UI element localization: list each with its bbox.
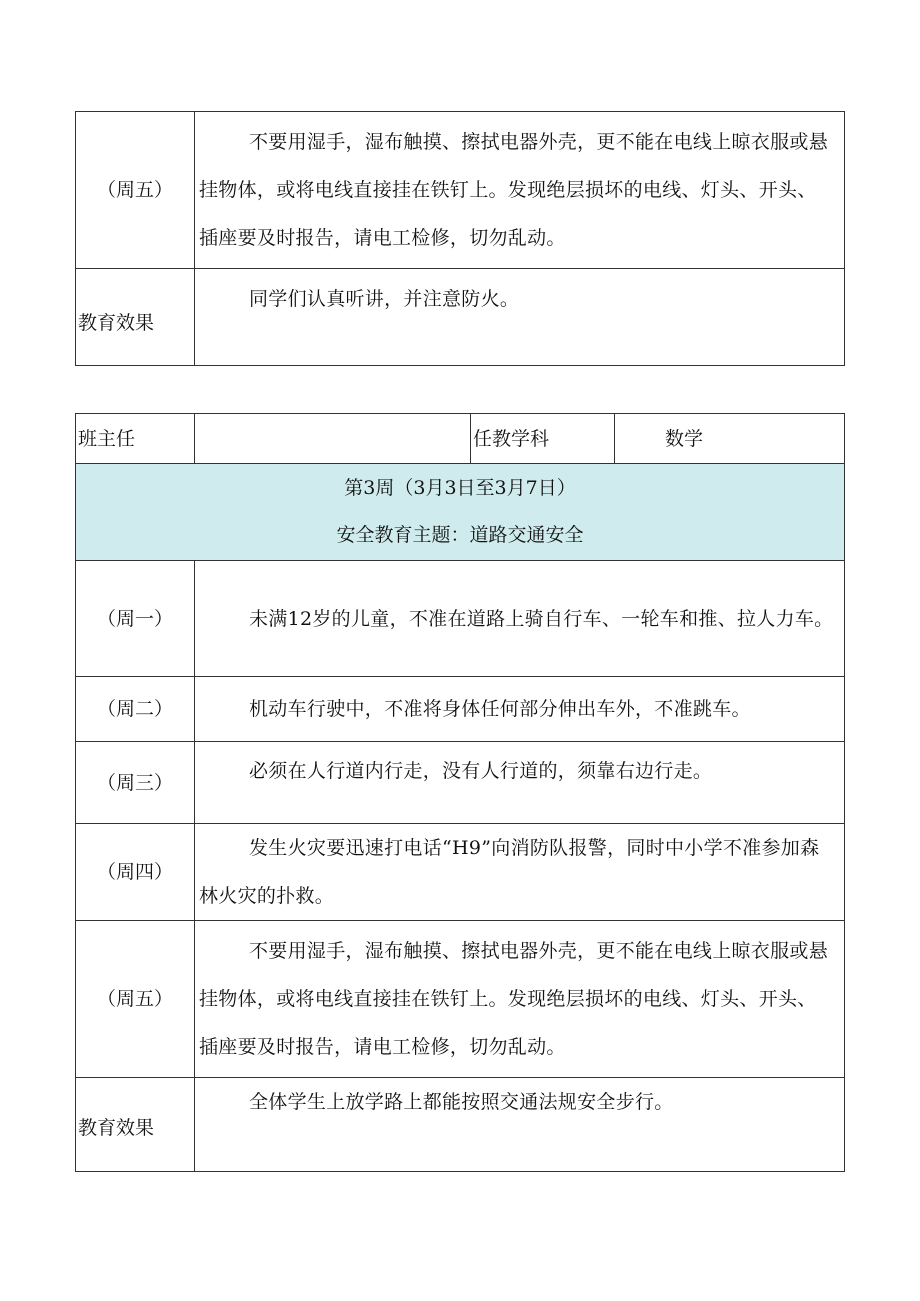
- table-row: [76, 921, 845, 1078]
- day-cell-fri: （周五）: [76, 921, 195, 1078]
- week-date-range: 第3周（3月3日至3月7日）: [344, 477, 576, 499]
- day-cell-mon: （周一）: [76, 561, 195, 677]
- table-row: [76, 112, 845, 269]
- day-cell-thu: （周四）: [76, 824, 195, 921]
- subject-label: 任教学科: [471, 414, 615, 464]
- safety-table-week-3: [75, 413, 845, 1172]
- effect-label: 教育效果: [76, 1078, 195, 1172]
- effect-label: 教育效果: [76, 269, 195, 366]
- table-row: [76, 269, 845, 366]
- table-row: [76, 414, 845, 464]
- table-row: [76, 464, 845, 561]
- content-cell-thu: 发生火灾要迅速打电话“H9”向消防队报警，同时中小学不准参加森林火灾的扑救。: [195, 824, 845, 921]
- content-cell-fri: 不要用湿手，湿布触摸、擦拭电器外壳，更不能在电线上晾衣服或悬挂物体，或将电线直接挂在铁钉上。发现绝层损坏的电线、灯头、开头、插座要及时报告，请电工检修，切勿乱动。: [195, 921, 845, 1078]
- effect-text: 同学们认真听讲，并注意防火。: [195, 269, 845, 366]
- effect-text: 全体学生上放学路上都能按照交通法规安全步行。: [195, 1078, 845, 1172]
- day-cell-wed: （周三）: [76, 742, 195, 824]
- safety-table-previous-week: [75, 111, 845, 366]
- content-cell-tue: 机动车行驶中，不准将身体任何部分伸出车外，不准跳车。: [195, 677, 845, 742]
- teacher-value: [195, 414, 471, 464]
- teacher-label: 班主任: [76, 414, 195, 464]
- day-cell-fri: （周五）: [76, 112, 195, 269]
- safety-theme: 安全教育主题：道路交通安全: [336, 524, 584, 546]
- subject-value: 数学: [615, 414, 845, 464]
- table-row: [76, 1078, 845, 1172]
- week-header: [76, 464, 845, 561]
- content-cell-wed: 必须在人行道内行走，没有人行道的，须靠右边行走。: [195, 742, 845, 824]
- table-row: [76, 561, 845, 677]
- day-cell-tue: （周二）: [76, 677, 195, 742]
- table-row: [76, 824, 845, 921]
- content-cell-fri: 不要用湿手，湿布触摸、擦拭电器外壳，更不能在电线上晾衣服或悬挂物体，或将电线直接挂在铁钉上。发现绝层损坏的电线、灯头、开头、插座要及时报告，请电工检修，切勿乱动。: [195, 112, 845, 269]
- content-cell-mon: 未满12岁的儿童，不准在道路上骑自行车、一轮车和推、拉人力车。: [195, 561, 845, 677]
- table-row: [76, 677, 845, 742]
- table-row: [76, 742, 845, 824]
